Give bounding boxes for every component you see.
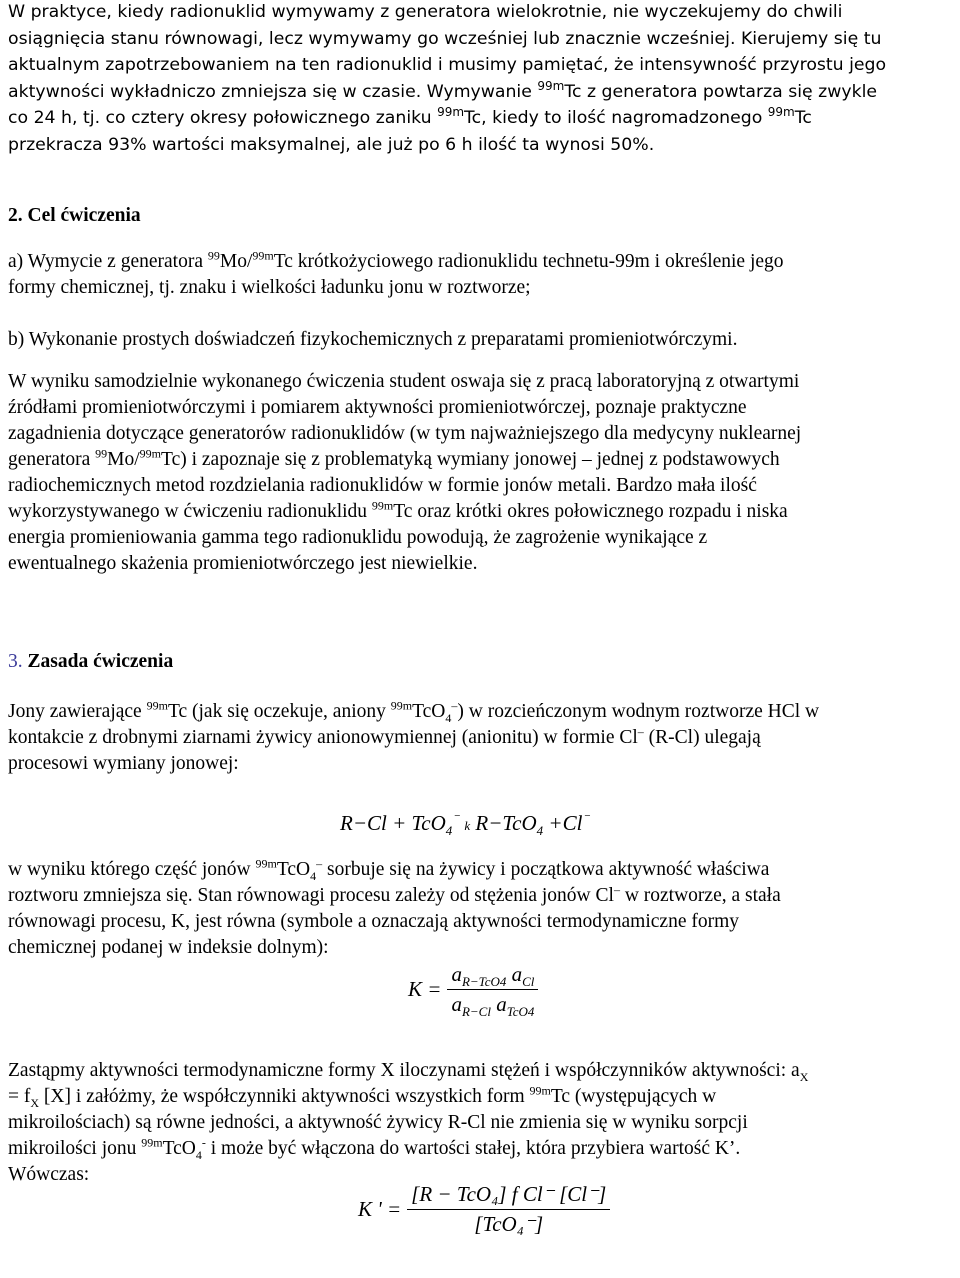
intro-line-6: przekracza 93% wartości maksymalnej, ale już po 6 h ilość ta wynosi 50%. [8, 134, 655, 155]
equation-k-prime [358, 1182, 610, 1237]
s2-line-5: radiochemicznych metod rozdzielania radionuklidów w formie jonów metali. Bardzo mała ilość [8, 475, 757, 496]
objective-a-line-2: formy chemicznej, tj. znaku i wielkości ładunku jonu w roztworze; [8, 277, 531, 298]
equation-k-denominator: $a_{R-Cl}$ $a_{TcO4}$ [451, 992, 535, 1020]
equation-k-prime-numerator: [R − TcO₄] f Cl⁻ [Cl⁻] [407, 1182, 610, 1210]
s2-line-8: ewentualnego skażenia promieniotwórczego jest niewielkie. [8, 553, 478, 574]
s2-line-3: zagadnienia dotyczące generatorów radionuklidów (w tym najważniejszego dla medycyny nuklearnej [8, 423, 802, 444]
s2-line-2: źródłami promieniotwórczymi i pomiarem aktywności promieniotwórczej, poznaje praktyczne [8, 397, 747, 418]
s3-p1-line-2: kontakcie z drobnymi ziarnami żywicy anionowymiennej (anionitu) w formie Cl– (R-Cl) ulegają [8, 724, 761, 748]
section-2-heading: 2. Cel ćwiczenia [8, 205, 141, 226]
equation-k-numerator: $a_{R-TcO4}$ $a_{Cl}$ [447, 962, 538, 990]
section-3-heading [8, 649, 173, 675]
intro-paragraph [8, 0, 956, 158]
s3-p3-line-5: Wówczas: [8, 1164, 90, 1185]
equation-k-prime-lhs: K ' = [358, 1197, 402, 1221]
equation-k-prime-fraction [407, 1182, 610, 1237]
s2-line-1: W wyniku samodzielnie wykonanego ćwiczenia student oswaja się z pracą laboratoryjną z otwartymi [8, 371, 800, 392]
equation-k-prime-denominator: [TcO₄⁻] [474, 1212, 544, 1236]
objective-b: b) Wykonanie prostych doświadczeń fizykochemicznych z preparatami promieniotwórczymi. [8, 329, 738, 350]
s2-line-6: wykorzystywanego w ćwiczeniu radionuklidu $^{99m}$Tc oraz krótki okres połowicznego rozpadu i niska [8, 498, 788, 522]
intro-line-4: aktywności wykładniczo zmniejsza się w czasie. Wymywanie $^{99m}$Tc z generatora powtarza się zwykle [8, 78, 878, 102]
s3-p2-line-2: roztworu zmniejsza się. Stan równowagi procesu zależy od stężenia jonów Cl– w roztworze, a stała [8, 882, 781, 906]
intro-line-2: osiągnięcia stanu równowagi, lecz wymywamy go wcześniej lub znacznie wcześniej. Kierujemy się tu [8, 28, 882, 49]
section-3-title: Zasada ćwiczenia [27, 651, 174, 672]
s3-p1-line-3: procesowi wymiany jonowej: [8, 753, 239, 774]
s2-line-7: energia promieniowania gamma tego radionuklidu powodują, że zagrożenie wynikające z [8, 527, 708, 548]
section-3-paragraph-1 [8, 699, 956, 777]
equation-k-fraction [447, 962, 538, 1020]
s3-p2-line-4: chemicznej podanej w indeksie dolnym): [8, 937, 329, 958]
section-3-paragraph-2 [8, 857, 956, 961]
intro-line-1: W praktyce, kiedy radionuklid wymywamy z generatora wielokrotnie, nie wyczekujemy do chwili [8, 2, 843, 22]
s3-p3-line-1: Zastąpmy aktywności termodynamiczne formy X iloczynami stężeń i współczynników aktywności: $a_X$ [8, 1060, 809, 1084]
s2-line-4: generatora $^{99}$Mo/$^{99m}$Tc) i zapoznaje się z problematyką wymiany jonowej – jednej z podstawowych [8, 446, 780, 470]
equation-exchange: R−Cl + TcO$_4$⁻ k R−TcO$_4$ +Cl⁻ [340, 810, 590, 839]
section-2-paragraph [8, 369, 956, 577]
s3-p3-line-3: mikroilościach) są równe jedności, a aktywność żywicy R-Cl nie zmienia się w wyniku sorpcji [8, 1112, 748, 1133]
equation-k [408, 962, 538, 1020]
s3-p1-line-1: Jony zawierające $^{99m}$Tc (jak się oczekuje, aniony $^{99m}$TcO$_4$–) w rozcieńczonym wodnym roztworze HCl w [8, 698, 820, 725]
s3-p3-line-2: = $f_X$ [X] i załóżmy, że współczynniki aktywności wszystkich form $^{99m}$Tc (występujących w [8, 1083, 717, 1110]
s3-p3-line-4: mikroilości jonu $^{99m}$TcO$_4$- i może być włączona do wartości stałej, która przybiera wartość K’. [8, 1135, 741, 1162]
objective-a [8, 249, 956, 301]
equation-k-lhs: K = [408, 977, 442, 1001]
objective-a-line-1: a) Wymycie z generatora $^{99}$Mo/$^{99m}$Tc krótkożyciowego radionuklidu technetu-99m i określenie jego [8, 248, 784, 272]
section-3-number: 3. [8, 651, 23, 672]
intro-line-3: aktualnym zapotrzebowaniem na ten radionuklid i musimy pamiętać, że intensywność przyrostu jego [8, 55, 887, 75]
s3-p2-line-1: w wyniku którego część jonów $^{99m}$TcO$_4$– sorbuje się na żywicy i początkowa aktywność właściwa [8, 856, 770, 883]
section-3-paragraph-3 [8, 1058, 956, 1188]
intro-line-5: co 24 h, tj. co cztery okresy połowicznego zaniku $^{99m}$Tc, kiedy to ilość nagromadzonego $^{99m}$Tc [8, 105, 812, 128]
s3-p2-line-3: równowagi procesu, K, jest równa (symbole a oznaczają aktywności termodynamiczne formy [8, 911, 740, 932]
